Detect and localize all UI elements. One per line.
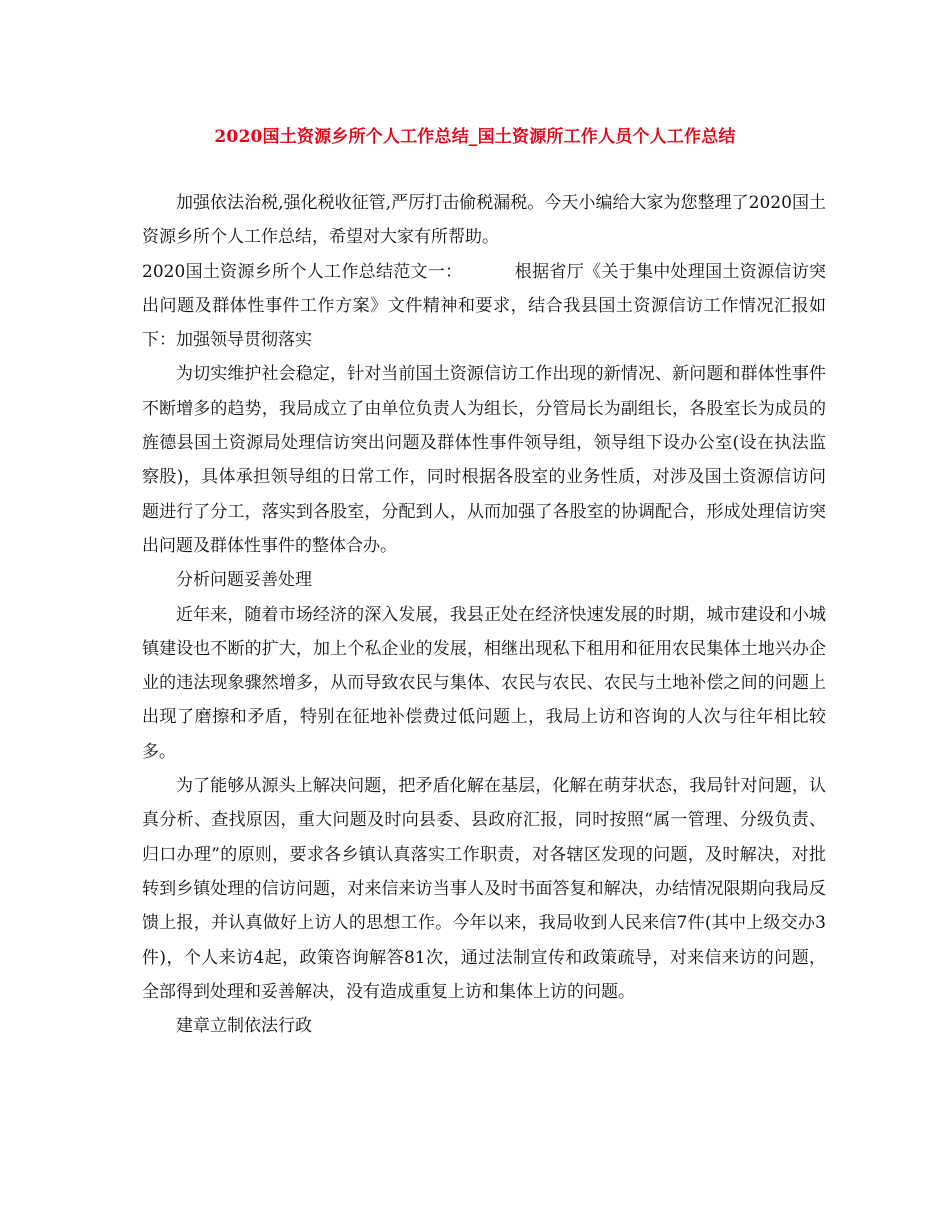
sample-first-text: 根据省厅《关于集中处理国土资源信访突出问题及群体性事件工作方案》文件精神和要求，结合我县国土资源信访工作情况汇报如下：加强领导贯彻落实 bbox=[142, 261, 827, 351]
intro-paragraph: 加强依法治税,强化税收征管,严厉打击偷税漏税。今天小编给大家为您整理了2020国土资源乡所个人工作总结，希望对大家有所帮助。 bbox=[142, 193, 826, 248]
paragraph-background: 近年来，随着市场经济的深入发展，我县正处在经济快速发展的时期，城市建设和小城镇建设也不断的扩大，加上个私企业的发展，相继出现私下租用和征用农民集体土地兴办企业的违法现象骤然增多，从而导致农民与集体、农民与农民、农民与土地补偿之间的问题上出现了磨擦和矛盾，特别在征地补偿费过低问题上，我局上访和咨询的人次与往年相比较多。 bbox=[142, 604, 826, 762]
paragraph-solutions: 为了能够从源头上解决问题，把矛盾化解在基层，化解在萌芽状态，我局针对问题，认真分析、查找原因，重大问题及时向县委、县政府汇报，同时按照“属一管理、分级负责、归口办理”的原则，要求各乡镇认真落实工作职责，对各辖区发现的问题，及时解决，对批转到乡镇处理的信访问题，对来信来访当事人及时书面答复和解决，办结情况限期向我局反馈上报，并认真做好上访人的思想工作。今年以来，我局收到人民来信7件(其中上级交办3件)，个人来访4起，政策咨询解答81次，通过法制宣传和政策疏导，对来信来访的问题，全部得到处理和妥善解决，没有造成重复上访和集体上访的问题。 bbox=[142, 776, 826, 1002]
document-body bbox=[142, 186, 826, 1043]
section-heading-analysis: 分析问题妥善处理 bbox=[176, 570, 312, 591]
paragraph-leadership: 为切实维护社会稳定，针对当前国土资源信访工作出现的新情况、新问题和群体性事件不断增多的趋势，我局成立了由单位负责人为组长，分管局长为副组长，各股室长为成员的旌德县国土资源局处理信访突出问题及群体性事件领导组，领导组下设办公室(设在执法监察股)，具体承担领导组的日常工作，同时根据各股室的业务性质，对涉及国土资源信访问题进行了分工，落实到各股室，分配到人，从而加强了各股室的协调配合，形成处理信访突出问题及群体性事件的整体合办。 bbox=[142, 364, 826, 556]
sample-paragraph bbox=[142, 255, 826, 358]
sample-label: 2020国土资源乡所个人工作总结范文一： bbox=[142, 261, 463, 282]
section-heading-rules: 建章立制依法行政 bbox=[176, 1016, 312, 1037]
document-title: 2020国土资源乡所个人工作总结_国土资源所工作人员个人工作总结 bbox=[214, 127, 736, 147]
